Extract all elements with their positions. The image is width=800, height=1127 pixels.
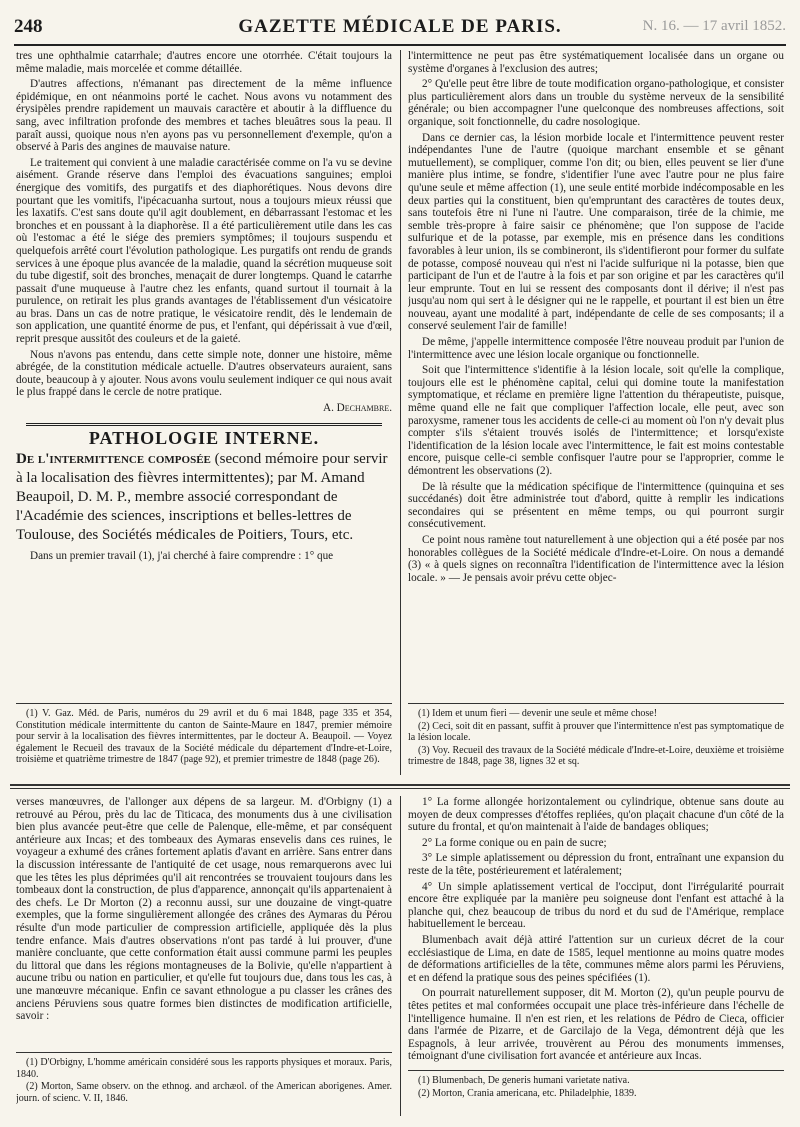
bleed-through-date: N. 16. — 17 avril 1852. bbox=[642, 18, 786, 34]
paragraph: De même, j'appelle intermittence composée l'être nouveau produit par l'union de l'intermittence avec une lésion locale organique ou fonctionnelle. bbox=[408, 336, 784, 361]
footnote: (1) V. Gaz. Méd. de Paris, numéros du 29 avril et du 6 mai 1848, page 335 et 354, Constitution médicale intermittente du canton de Sainte-Maure en 1847, premier mémoire pour servir à la localisation des fièvres intermittentes, par le docteur A. Beaupoil. — Voyez également le Recueil des travaux de la Société médicale du département d'Indre-et-Loire, troisième et quatrième trimestre de 1847 (page 92), et premier trimestre de 1848 (page 26). bbox=[16, 708, 392, 765]
paragraph: tres une ophthalmie catarrhale; d'autres encore une otorrhée. C'était toujours la même maladie, mais morcelée et comme détaillée. bbox=[16, 50, 392, 75]
paragraph: Blumenbach avait déjà attiré l'attention sur un curieux décret de la cour ecclésiastique de Lima, en date de 1585, lequel mentionne au moins quatre modes de déformations artificielles de la tête, communes même alors parmi les Péruviens, et en défend la pratique sous des peines spécifiées (1). bbox=[408, 933, 784, 984]
footnote: (3) Voy. Recueil des travaux de la Société médicale d'Indre-et-Loire, deuxième et troisième trimestre de 1848, page 38, lignes 32 et sq. bbox=[408, 744, 784, 767]
paragraph: 2° La forme conique ou en pain de sucre; bbox=[422, 836, 607, 849]
paragraph: Nous n'avons pas entendu, dans cette simple note, donner une histoire, même abrégée, de la constitution médicale actuelle. D'autres observateurs auraient, sans doute, beaucoup à y ajouter. Nous avons voulu seulement indiquer ce qui nous avait le plus frappé dans le cercle de notre pratique. bbox=[16, 348, 392, 399]
top-left-column bbox=[16, 50, 392, 690]
paragraph: D'autres affections, n'émanant pas directement de la même influence épidémique, en ont néanmoins porté le cachet. Nous avons vu notamment des érysipèles prendre rapidement un mauvais caractère et aboutir à la diffluence du sang, avec infiltration profonde des membres et taches bleuâtres sous la peau. Il paraît aussi, quoique nous n'en ayons pas vu personnellement d'exemple, qu'on a observé à Paris des angines de mauvaise nature. bbox=[16, 78, 392, 154]
footnote: (2) Morton, Same observ. on the ethnog. and archæol. of the American aborigenes. Amer. journ. of scienc. V. II, 1846. bbox=[16, 1081, 392, 1104]
paragraph: Soit que l'intermittence s'identifie à la lésion locale, soit qu'elle la complique, toujours elle est le phénomène capital, celui qui domine toute la manifestation symptomatique, et réclame en première ligne l'attention du thérapeutiste, puisque, même quand elle ne fait que compliquer l'affection locale, elle peut, avec son paroxysme, ramener tous les accidents de celle-ci au moment où l'on n'y devait plus compter s'ils s'étaient trouvés isolés de l'intermittence; et lorsqu'existe l'identification de la lésion locale avec l'intermittence, le fait est moins contestable encore, puisque celle-ci semble confisquer l'autre pour se l'approprier, comme le démontrent les observations (2). bbox=[408, 364, 784, 477]
paragraph: Dans un premier travail (1), j'ai cherché à faire comprendre : 1° que bbox=[30, 550, 334, 563]
footnote: (1) Idem et unum fieri — devenir une seule et même chose! bbox=[418, 708, 658, 719]
paragraph: 1° La forme allongée horizontalement ou cylindrique, obtenue sans doute au moyen de deux compresses d'étoffes repliées, qu'on plaçait chacune d'un côté de la suture du frontal, et qu'on maintenait à l'aide de bandages obliques; bbox=[408, 796, 784, 834]
journal-title: GAZETTE MÉDICALE DE PARIS. bbox=[238, 16, 562, 37]
paragraph: l'intermittence ne peut pas être systématiquement localisée dans un organe ou système d'organes à l'exclusion des autres; bbox=[408, 50, 784, 75]
paragraph: Ce point nous ramène tout naturellement à une objection qui a été posée par nos honorables collègues de la Société médicale d'Indre-et-Loire. On nous a demandé (3) « à quels signes on reconnaîtra l'identification de l'intermittence avec la lésion locale. » — Je pensais avoir prévu cette objec- bbox=[408, 533, 784, 584]
top-left-footnotes bbox=[16, 708, 392, 772]
footnote-rule bbox=[408, 1070, 784, 1071]
bottom-left-footnotes bbox=[16, 1057, 392, 1119]
footnote: (1) Blumenbach, De generis humani varietate nativa. bbox=[418, 1075, 630, 1086]
footnote: (2) Ceci, soit dit en passant, suffit à prouver que l'intermittence n'est pas symptomatique de la lésion locale. bbox=[408, 720, 784, 743]
section-divider bbox=[26, 423, 382, 426]
footnote: (2) Morton, Crania americana, etc. Philadelphie, 1839. bbox=[418, 1087, 637, 1099]
section-title: PATHOLOGIE INTERNE. bbox=[88, 427, 320, 448]
article-title-lead: De l'intermittence composée bbox=[16, 451, 211, 468]
paragraph: 4° Un simple aplatissement vertical de l'occiput, dont l'irrégularité pourrait encore être expliquée par la manière peu soigneuse dont l'enfant est attaché à la planche qui, chez beaucoup de tribus du nord et du sud de l'Amérique, remplace habituellement le berceau. bbox=[408, 880, 784, 931]
paragraph: On pourrait naturellement supposer, dit M. Morton (2), qu'un peuple pourvu de têtes petites et mal conformées occupait une place très-inférieure dans l'échelle de l'intelligence humaine. Il n'en est rien, et les relations de Pédro de Cieca, officier dans l'armée de Pizarre, et de Garcilajo de la Vega, démontrent déjà que les Espagnols, à leur arrivée, trouvèrent au Pérou des monuments immenses, témoignant d'une civilisation fort avancée et antérieure aux Incas. bbox=[408, 987, 784, 1062]
top-right-column bbox=[408, 50, 784, 700]
footnote-rule bbox=[16, 703, 392, 704]
paragraph: 2° Qu'elle peut être libre de toute modification organo-pathologique, et consister plus particulièrement alors dans un trouble du système nerveux de la sensibilité générale; ou bien accompagner l'une quelconque des nombreuses affections, soit organique, soit fonctionnelle, du cadre nosologique. bbox=[408, 78, 784, 128]
bottom-right-column bbox=[408, 796, 784, 1062]
column-rule bbox=[400, 50, 401, 775]
article-title bbox=[16, 450, 392, 545]
top-right-footnotes bbox=[408, 708, 784, 772]
paragraph: Le traitement qui convient à une maladie caractérisée comme on l'a vu se devine aisément. Grande réserve dans l'emploi des évacuations sanguines; emploi énergique des vomitifs, des purgatifs et des diaphorétiques. Nous devons dire pourtant que les vomitifs, l'ipécacuanha surtout, nous a toujours mieux réussi que les laxatifs. C'est sans doute qu'il agit doublement, en débarrassant l'estomac et les bronches et en poussant à la diaphorèse. Il a été particulièrement utile dans les cas où l'estomac a été le siége des premiers symptômes; il toujours suspendu et quelquefois arrêté court l'évolution pathologique. Les purgatifs ont rendu de grands services à une époque plus avancée de la maladie, quand la sécrétion muqueuse soit du tube digestif, soit des bronches, menaçait de durer longtemps. Quand le catarrhe passait d'une muqueuse à l'autre chez les enfants, quand surtout il tournait à la purulence, on retirait les plus grands avantages de l'établissement d'un vésicatoire au bras. Dans un cas de notre pratique, le vésicatoire rendit, dès le lendemain de son application, une quantité énorme de pus, et l'enfant, qui dépérissait à vue d'œil, reprit presque aussitôt des couleurs et de la gaieté. bbox=[16, 156, 392, 346]
paragraph: De là résulte que la médication spécifique de l'intermittence (quinquina et ses succédanés) doit être administrée tout d'abord, quitte à remplir les indications secondaires qui se présentent en même temps, ou qui pourront surgir consécutivement. bbox=[408, 480, 784, 531]
paragraph: 3° Le simple aplatissement ou dépression du front, entraînant une expansion du reste de la tête, postérieurement et latéralement; bbox=[408, 852, 784, 877]
half-page-divider-thin bbox=[10, 788, 790, 789]
paragraph: verses manœuvres, de l'allonger aux dépens de sa largeur. M. d'Orbigny (1) a retrouvé au Pérou, près du lac de Titicaca, des monuments dus à une civilisation bien plus avancée peut-être que celle de Palenque, elle-même, et par conséquent antérieure aux Incas; et des tombeaux des Aymaras ensevelis dans ces ruines, le voyageur a exhumé des crânes fortement aplatis d'avant en arrière. Sans entrer dans la discussion intéressante de l'antiquité de cet usage, nous remarquerons avec lui que les têtes les plus déprimées qu'il ait rencontrées se trouvaient toujours dans les tombeaux dont la construction, de plus d'apparence, annonçait qu'ils appartenaient à des chefs. Le Dr Morton (2) a reconnu aussi, sur une douzaine de vingt-quatre exemples, que la forme singulièrement allongée des crânes des Aymaras du Pérou résulte d'un mode particulier de compression artificielle, appliquée dès la plus tendre enfance. Mais d'autres observations n'ont pas tardé à lui prouver, d'une manière concluante, que cette conformation était aussi commune parmi les peuples du littoral que dans les régions montagneuses de la Bolivie, qu'elle n'appartient à aucune tribu ou nation en particulier, et qu'elle fut toujours due, dans tous les cas, à une manœuvre mécanique. Enfin ce savant ethnologue a pu classer les crânes des anciens Péruviens sous quatre formes bien distinctes de modification artificielle, savoir : bbox=[16, 796, 392, 1023]
bottom-left-column bbox=[16, 796, 392, 1046]
half-page-divider bbox=[10, 784, 790, 786]
footnote: (1) D'Orbigny, L'homme américain considéré sous les rapports physiques et moraux. Paris, 1840. bbox=[16, 1057, 392, 1080]
footnote-rule bbox=[408, 703, 784, 704]
bottom-right-footnotes bbox=[408, 1075, 784, 1119]
column-rule bbox=[400, 796, 401, 1116]
footnote-rule bbox=[16, 1052, 392, 1053]
page-number: 248 bbox=[14, 16, 43, 37]
page-header bbox=[14, 14, 786, 46]
paragraph: Dans ce dernier cas, la lésion morbide locale et l'intermittence peuvent rester indépendantes l'une de l'autre (quoique marchant ensemble et se gênant mutuellement), se compliquer, comme l'on dit; ou bien, elles peuvent se lier d'une manière plus intime, se fondre, s'identifier l'une avec l'autre pour ne plus faire qu'une seule et même affection (1), une seule entité morbide indécomposable en les deux parties qui la constituent, bien qu'empruntant des caractères de toutes deux, sans toutefois être ni l'une ni l'autre. Une comparaison, tirée de la chimie, me semble très-propre à faire saisir ce phénomène; que l'on suppose de l'acide sulfurique et de la potasse, par exemple, mis en présence dans les conditions favorables à leur union, ils se combineront, ils s'identifieront pour former du sulfate de potasse, composé nouveau qui n'est ni l'acide sulfurique ni la potasse, bien que participant de l'un et de l'autre à la fois et par son origine et par les caractères qu'il leur emprunte. Tout en lui se ressent des composants dont il dérive; il n'est pas jusqu'au nom qui sert à le désigner qui ne le rappelle, et pourtant il est bien un être nouveau, ayant une modalité à part, indépendante de celle de ses composants; il a conservé seulement l'air de famille! bbox=[408, 131, 784, 333]
article-title-rest: (second mémoire pour servir à la localisation des fièvres intermittentes); par M. Amand Beaupoil, D. M. P., membre associé correspondant de l'Académie des sciences, inscriptions et belles-lettres de Toulouse, des Sociétés médicales de Poitiers, Tours, etc. bbox=[16, 451, 388, 544]
author-signature: A. Dechambre. bbox=[323, 402, 392, 415]
